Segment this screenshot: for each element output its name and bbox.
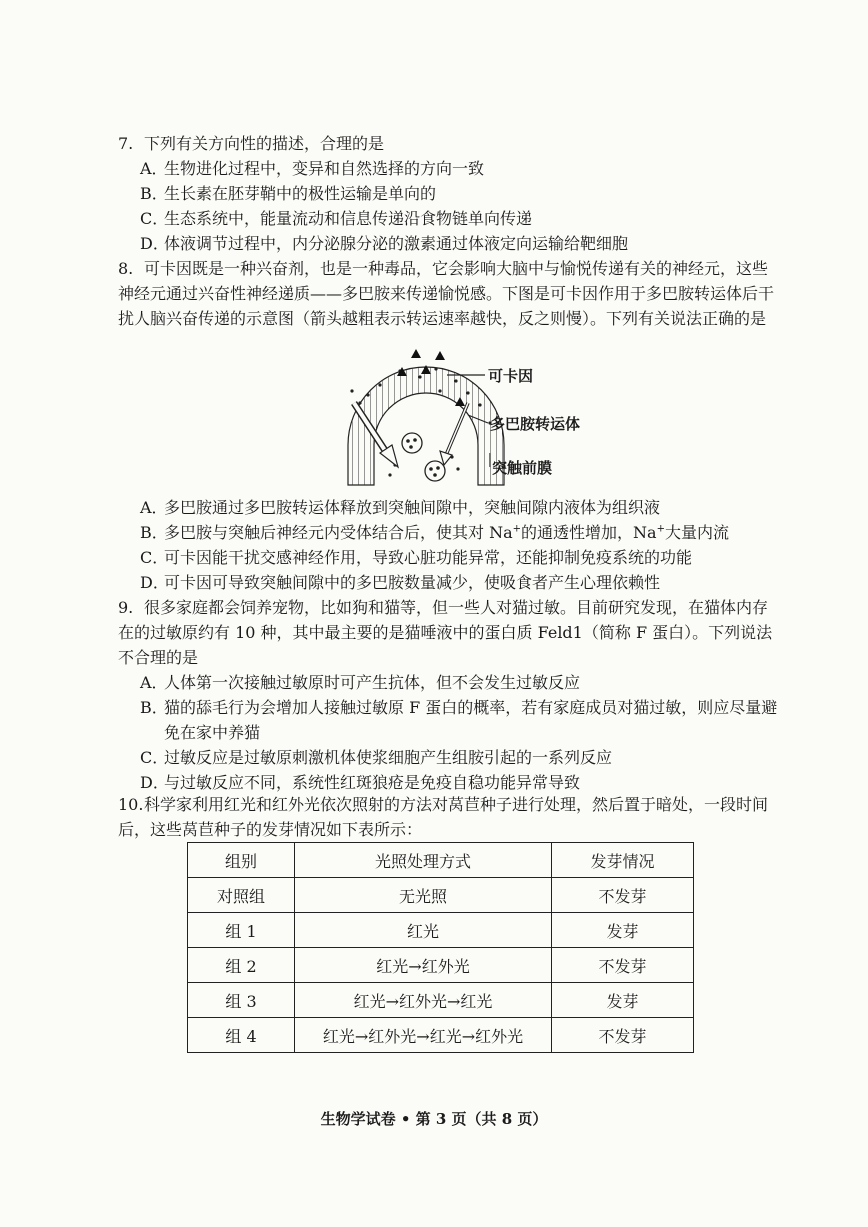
option-label: B． [140, 698, 168, 717]
option-a [118, 156, 778, 181]
option-text: 多巴胺与突触后神经元内受体结合后，使其对 Na+的通透性增加，Na+大量内流 [164, 523, 729, 542]
table-cell: 对照组 [188, 878, 295, 913]
question-number: 7. [118, 134, 134, 153]
table-cell: 红光→红外光 [295, 948, 552, 983]
option-label: A． [140, 673, 168, 692]
option-text: 过敏反应是过敏原刺激机体使浆细胞产生组胺引起的一系列反应 [164, 748, 613, 767]
table-cell: 红光→红外光→红光 [295, 983, 552, 1018]
option-a [118, 670, 778, 695]
option-label: B． [140, 184, 168, 203]
option-c [118, 745, 778, 770]
option-label: D． [140, 234, 169, 253]
table-header: 发芽情况 [552, 843, 694, 878]
page-footer: 生物学试卷 • 第 3 页（共 8 页） [320, 1110, 548, 1128]
option-label: D． [140, 773, 169, 792]
table-row [188, 983, 694, 1018]
question-9 [118, 595, 778, 795]
question-text: 很多家庭都会饲养宠物，比如狗和猫等，但一些人对猫过敏。目前研究发现，在猫体内存在的过敏原约有 10 种，其中最主要的是猫唾液中的蛋白质 Feld1（简称 F 蛋白）。下列说法不合理的是 [118, 598, 773, 667]
question-10 [118, 792, 778, 842]
option-text: 人体第一次接触过敏原时可产生抗体，但不会发生过敏反应 [164, 673, 581, 692]
option-a [118, 495, 778, 520]
table-header: 光照处理方式 [295, 843, 552, 878]
label-dopamine-transporter: 多巴胺转运体 [490, 415, 581, 433]
question-number: 10. [118, 795, 144, 814]
table-cell: 红光 [295, 913, 552, 948]
question-7 [118, 131, 778, 256]
table-cell: 不发芽 [552, 1018, 694, 1053]
option-text: 体液调节过程中，内分泌腺分泌的激素通过体液定向运输给靶细胞 [164, 234, 629, 253]
table-cell: 组 3 [188, 983, 295, 1018]
question-text: 下列有关方向性的描述，合理的是 [144, 134, 385, 153]
table-cell: 组 4 [188, 1018, 295, 1053]
table-row [188, 1018, 694, 1053]
option-label: B． [140, 523, 168, 542]
option-text: 生物进化过程中，变异和自然选择的方向一致 [164, 159, 485, 178]
transporter-arrow-right [440, 403, 468, 465]
table-row [188, 913, 694, 948]
vesicle [425, 461, 445, 481]
label-presynaptic-membrane: 突触前膜 [492, 459, 553, 477]
option-b [118, 695, 778, 745]
table-cell: 不发芽 [552, 948, 694, 983]
option-d [118, 570, 778, 595]
option-text: 可卡因可导致突触间隙中的多巴胺数量减少，使吸食者产生心理依赖性 [164, 573, 661, 592]
option-label: A． [140, 159, 168, 178]
option-d [118, 231, 778, 256]
table-cell: 发芽 [552, 983, 694, 1018]
table-cell: 无光照 [295, 878, 552, 913]
table-header-row [188, 843, 694, 878]
table-cell: 红光→红外光→红光→红外光 [295, 1018, 552, 1053]
question-stem [118, 595, 778, 670]
question-8-options [118, 495, 778, 595]
option-text: 多巴胺通过多巴胺转运体释放到突触间隙中，突触间隙内液体为组织液 [164, 498, 661, 517]
table-cell: 组 2 [188, 948, 295, 983]
option-text: 猫的舔毛行为会增加人接触过敏原 F 蛋白的概率，若有家庭成员对猫过敏，则应尽量避免在家中养猫 [164, 698, 778, 742]
question-stem [118, 131, 778, 156]
option-b [118, 520, 778, 545]
option-text: 与过敏反应不同，系统性红斑狼疮是免疫自稳功能异常导致 [164, 773, 581, 792]
table-cell: 不发芽 [552, 878, 694, 913]
question-text: 科学家利用红光和红外光依次照射的方法对莴苣种子进行处理，然后置于暗处，一段时间后，这些莴苣种子的发芽情况如下表所示： [118, 795, 769, 839]
option-label: C． [140, 209, 169, 228]
question-number: 9. [118, 598, 134, 617]
vesicle [402, 433, 422, 453]
question-text: 可卡因既是一种兴奋剂，也是一种毒品，它会影响大脑中与愉悦传递有关的神经元，这些神经元通过兴奋性神经递质——多巴胺来传递愉悦感。下图是可卡因作用于多巴胺转运体后干扰人脑兴奋传递的示意图（箭头越粗表示转运速率越快，反之则慢）。下列有关说法正确的是 [118, 259, 775, 328]
table-row [188, 948, 694, 983]
question-stem [118, 256, 778, 331]
option-b [118, 181, 778, 206]
germination-table [187, 842, 694, 1053]
option-text: 可卡因能干扰交感神经作用，导致心脏功能异常，还能抑制免疫系统的功能 [164, 548, 693, 567]
table-row [188, 878, 694, 913]
table-cell: 组 1 [188, 913, 295, 948]
option-text: 生态系统中，能量流动和信息传递沿食物链单向传递 [164, 209, 533, 228]
question-stem [118, 792, 778, 842]
question-8 [118, 256, 778, 331]
option-label: C． [140, 548, 169, 567]
option-c [118, 206, 778, 231]
option-text: 生长素在胚芽鞘中的极性运输是单向的 [164, 184, 437, 203]
table-cell: 发芽 [552, 913, 694, 948]
option-label: C． [140, 748, 169, 767]
option-label: D． [140, 573, 169, 592]
label-cocaine: 可卡因 [488, 367, 534, 385]
option-c [118, 545, 778, 570]
table-header: 组别 [188, 843, 295, 878]
synapse-diagram [340, 345, 580, 495]
option-label: A． [140, 498, 168, 517]
question-number: 8. [118, 259, 134, 278]
